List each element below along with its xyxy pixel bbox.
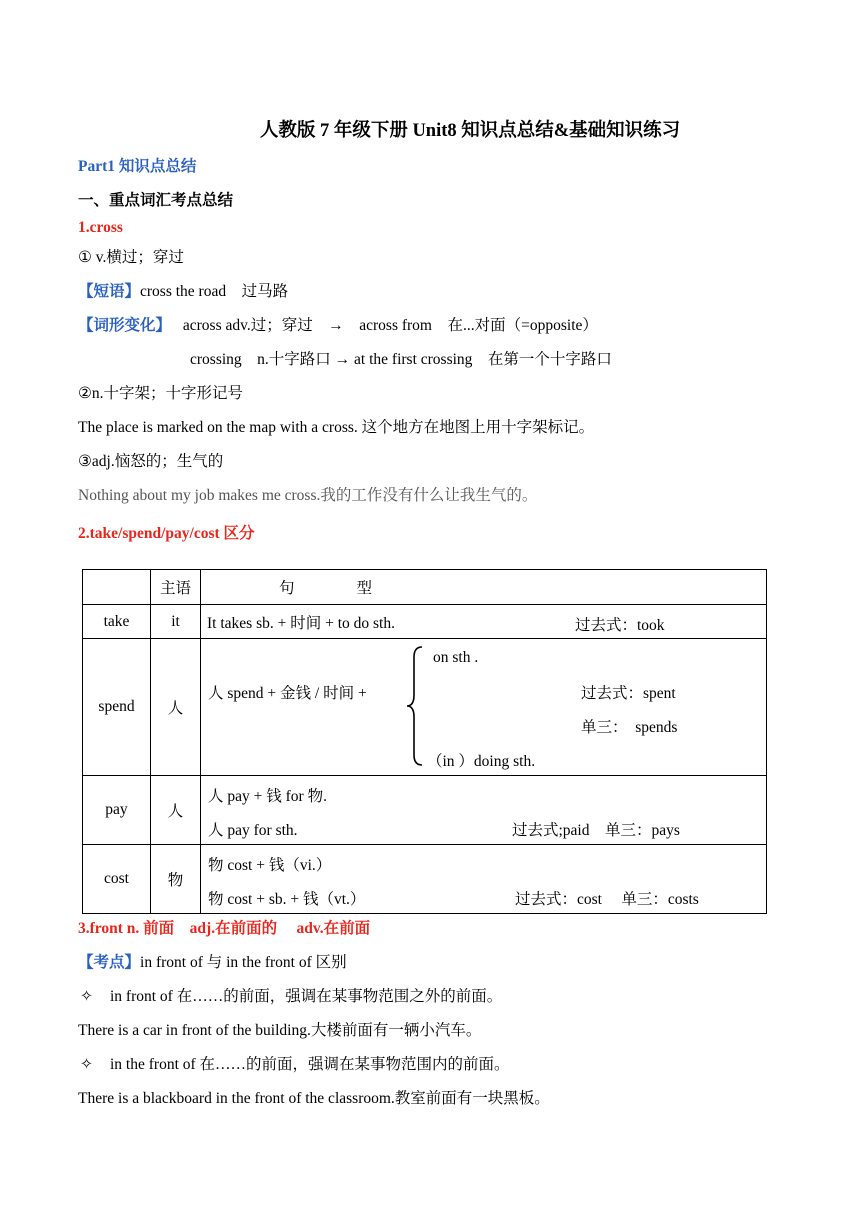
- front-example-2: There is a blackboard in the front of the classroom.教室前面有一块黑板。: [78, 1090, 550, 1107]
- point-text: in front of 与 in the front of 区别: [140, 954, 347, 971]
- pattern-cell: [201, 845, 767, 914]
- table-row-cost: [83, 845, 767, 914]
- spend-past: 过去式：spent: [581, 685, 676, 702]
- subject-cell: 物: [151, 845, 201, 914]
- morph-text-1: across adv.过；穿过 → across from 在...对面（=opposite）: [182, 317, 598, 334]
- cross-example-2: The place is marked on the map with a cross. 这个地方在地图上用十字架标记。: [78, 419, 595, 436]
- verb-cell: pay: [83, 776, 151, 845]
- table-row-spend: [83, 639, 767, 776]
- verb-cell: take: [83, 605, 151, 639]
- spend-third: 单三： spends: [581, 719, 678, 736]
- take-past: 过去式：took: [575, 617, 665, 634]
- table-header-subject: 主语: [151, 570, 201, 605]
- section-heading: 一、重点词汇考点总结: [78, 192, 234, 209]
- front-point-line: [78, 953, 347, 973]
- cross-phrase-line: [78, 282, 288, 302]
- cross-meaning-1: ① v.横过；穿过: [78, 249, 184, 266]
- verb-comparison-table: [82, 569, 767, 914]
- bullet-icon: ✧: [80, 988, 93, 1005]
- cross-heading: 1.cross: [78, 219, 123, 236]
- bullet-icon: ✧: [80, 1056, 93, 1073]
- spend-option-2: （in ）doing sth.: [427, 753, 536, 770]
- cost-line-2: 物 cost + sb. + 钱（vt.）: [208, 891, 366, 908]
- point-tag: 【考点】: [78, 954, 141, 971]
- pay-forms: 过去式;paid 单三：pays: [512, 822, 680, 839]
- phrase-text: cross the road 过马路: [140, 283, 289, 300]
- front-heading: 3.front n. 前面 adj.在前面的 adv.在前面: [78, 920, 371, 937]
- pattern-cell: [201, 776, 767, 845]
- front-bullet-1: [78, 987, 502, 1007]
- pay-line-1: 人 pay + 钱 for 物.: [208, 788, 327, 805]
- table-cell-empty: [83, 570, 151, 605]
- cross-morph-line-2: crossing n.十字路口 → at the first crossing 在第一个十字路口: [190, 351, 612, 368]
- spend-pattern: 人 spend + 金钱 / 时间 +: [208, 685, 367, 702]
- spend-option-1: on sth .: [433, 649, 479, 666]
- phrase-tag: 【短语】: [78, 283, 141, 300]
- pattern-cell: [201, 639, 767, 776]
- part-heading: Part1 知识点总结: [78, 158, 197, 175]
- verb-cell: cost: [83, 845, 151, 914]
- subject-cell: 人: [151, 639, 201, 776]
- pay-line-2: 人 pay for sth.: [208, 822, 298, 839]
- subject-cell: it: [151, 605, 201, 639]
- section2-heading: 2.take/spend/pay/cost 区分: [78, 525, 255, 542]
- verb-cell: spend: [83, 639, 151, 776]
- bullet-text-1: in front of 在……的前面，强调在某事物范围之外的前面。: [110, 988, 503, 1005]
- document-title: 人教版 7 年级下册 Unit8 知识点总结&基础知识练习: [259, 121, 681, 141]
- table-header-pattern: [201, 570, 767, 605]
- cross-meaning-3: ③adj.恼怒的；生气的: [78, 453, 224, 470]
- cross-meaning-2: ②n.十字架；十字形记号: [78, 385, 244, 402]
- table-row-pay: [83, 776, 767, 845]
- take-pattern: It takes sb. + 时间 + to do sth.: [207, 614, 395, 632]
- header-pattern-text: 句 型: [279, 580, 373, 597]
- table-header-row: [83, 570, 767, 605]
- morph-tag: 【词形变化】: [78, 317, 172, 334]
- cross-morph-line-1: [78, 316, 598, 336]
- pattern-cell: [201, 605, 767, 639]
- cost-line-1: 物 cost + 钱（vi.）: [208, 857, 332, 874]
- front-bullet-2: [78, 1055, 510, 1075]
- curly-brace-icon: [405, 645, 425, 767]
- bullet-text-2: in the front of 在……的前面，强调在某事物范围内的前面。: [110, 1056, 510, 1073]
- subject-cell: 人: [151, 776, 201, 845]
- table-row-take: [83, 605, 767, 639]
- cross-example-3: Nothing about my job makes me cross.我的工作没有什么让我生气的。: [78, 487, 538, 504]
- cost-forms: 过去式：cost 单三：costs: [515, 891, 699, 908]
- front-example-1: There is a car in front of the building.大楼前面有一辆小汽车。: [78, 1022, 482, 1039]
